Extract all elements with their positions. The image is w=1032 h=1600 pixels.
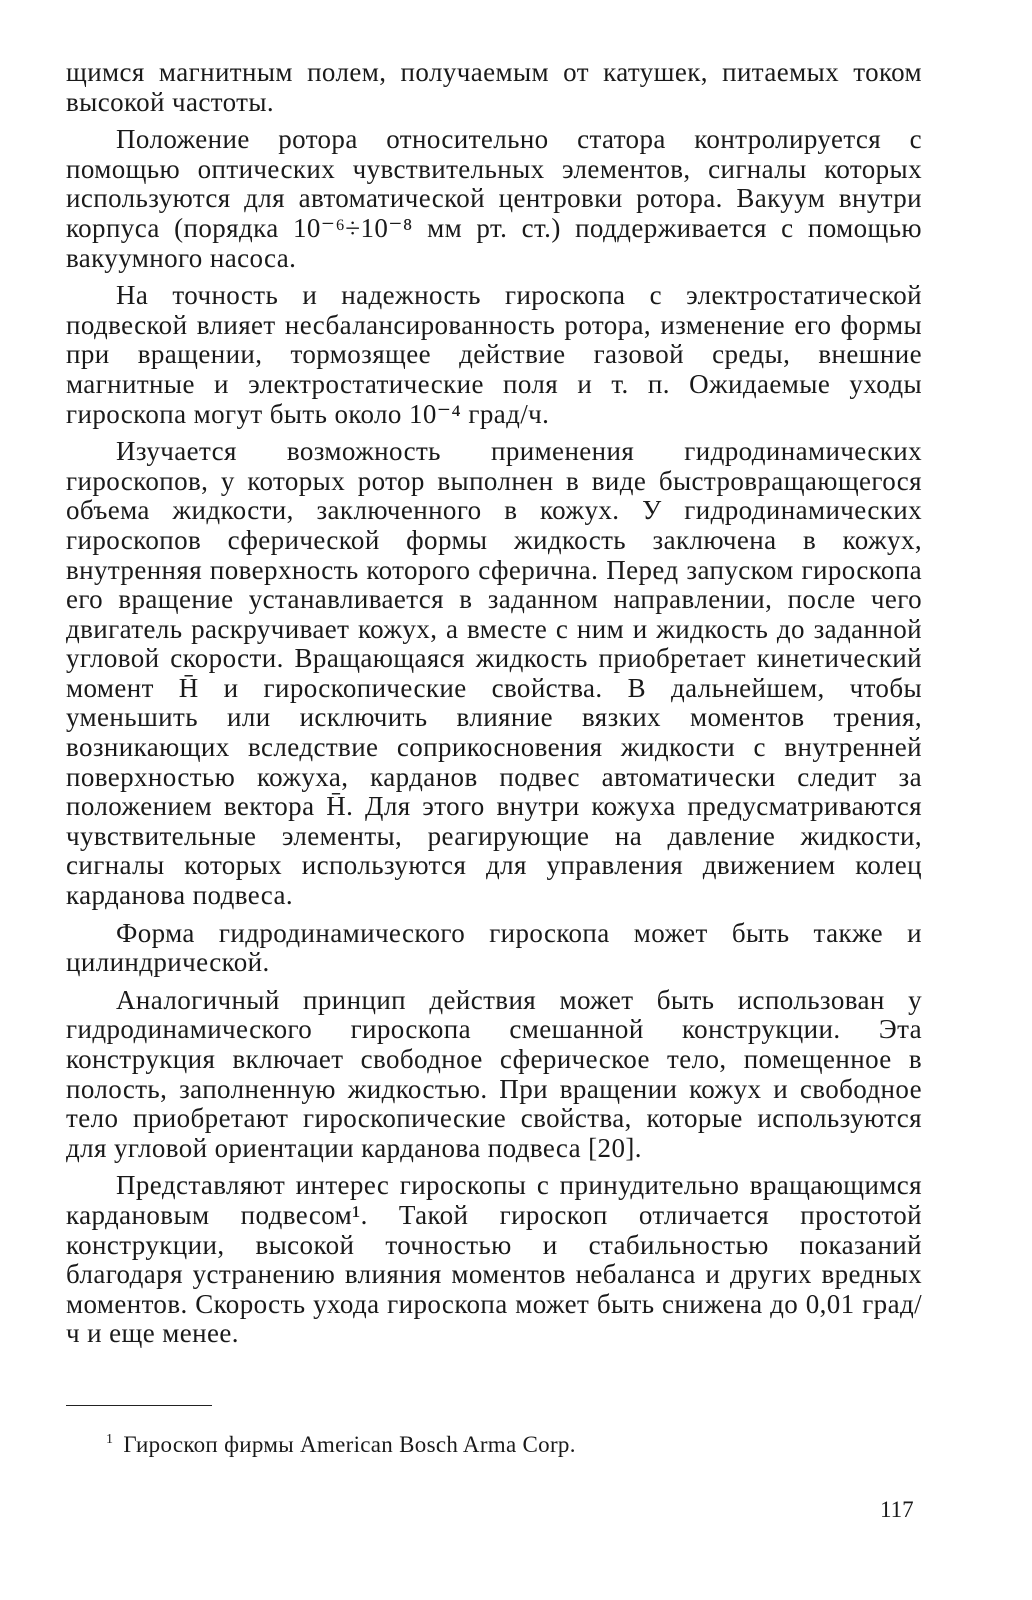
footnote-divider — [66, 1405, 212, 1406]
footnote-marker: 1 — [106, 1432, 114, 1448]
paragraph-accuracy: На точность и надежность гироскопа с электростатической подвеской влияет несбалансированность ротора, изменение его формы при вращении, тормозящее действие газовой среды, внешние магнитные и электростатические поля и т. п. Ожидаемые уходы гироскопа могут быть около 10⁻⁴ град/ч. — [66, 280, 922, 429]
paragraph-mixed-design: Аналогичный принцип действия может быть использован у гидродинамического гироскопа смешанной конструкции. Эта конструкция включает свободное сферическое тело, помещенное в полость, заполненную жидкостью. При вращении кожух и свободное тело приобретают гироскопические свойства, которые используются для угловой ориентации карданова подвеса [20]. — [66, 984, 922, 1163]
paragraph-rotor-position: Положение ротора относительно статора контролируется с помощью оптических чувствительных элементов, сигналы которых используются для автоматической центровки ротора. Вакуум внутри корпуса (порядка 10⁻⁶÷10⁻⁸ мм рт. ст.) поддерживается с помощью вакуумного насоса. — [66, 124, 922, 273]
paragraph-hydrodynamic: Изучается возможность применения гидродинамических гироскопов, у которых ротор выполнен в виде быстровращающегося объема жидкости, заключенного в кожух. У гидродинамических гироскопов сферической формы жидкость заключена в кожух, внутренняя поверхность которого сферична. Перед запуском гироскопа его вращение устанавливается в заданном направлении, после чего двигатель раскручивает кожух, а вместе с ним и жидкость до заданной угловой скорости. Вращающаяся жидкость приобретает кинетический момент H̄ и гироскопические свойства. В дальнейшем, чтобы уменьшить или исключить влияние вязких моментов трения, возникающих вследствие соприкосновения жидкости с внутренней поверхностью кожуха, карданов подвес автоматически следит за положением вектора H̄. Для этого внутри кожуха предусматриваются чувствительные элементы, реагирующие на давление жидкости, сигналы которых используются для управления движением колец карданова подвеса. — [66, 436, 922, 911]
page-number: 117 — [880, 1497, 914, 1522]
paragraph-cylindrical: Форма гидродинамического гироскопа может быть также и цилиндрической. — [66, 917, 922, 978]
body-text — [66, 58, 922, 1357]
footnote — [106, 1432, 576, 1458]
paragraph-continuation: щимся магнитным полем, получаемым от катушек, питаемых током высокой частоты. — [66, 57, 922, 117]
paragraph-rotating-gimbal: Представляют интерес гироскопы с принудительно вращающимся кардановым подвесом¹. Такой гироскоп отличается простотой конструкции, высокой точностью и стабильностью показаний благодаря устранению влияния моментов небаланса и других вредных моментов. Скорость ухода гироскопа может быть снижена до 0,01 град/ч и еще менее. — [66, 1170, 922, 1349]
footnote-text: Гироскоп фирмы American Bosch Arma Corp. — [123, 1432, 576, 1457]
